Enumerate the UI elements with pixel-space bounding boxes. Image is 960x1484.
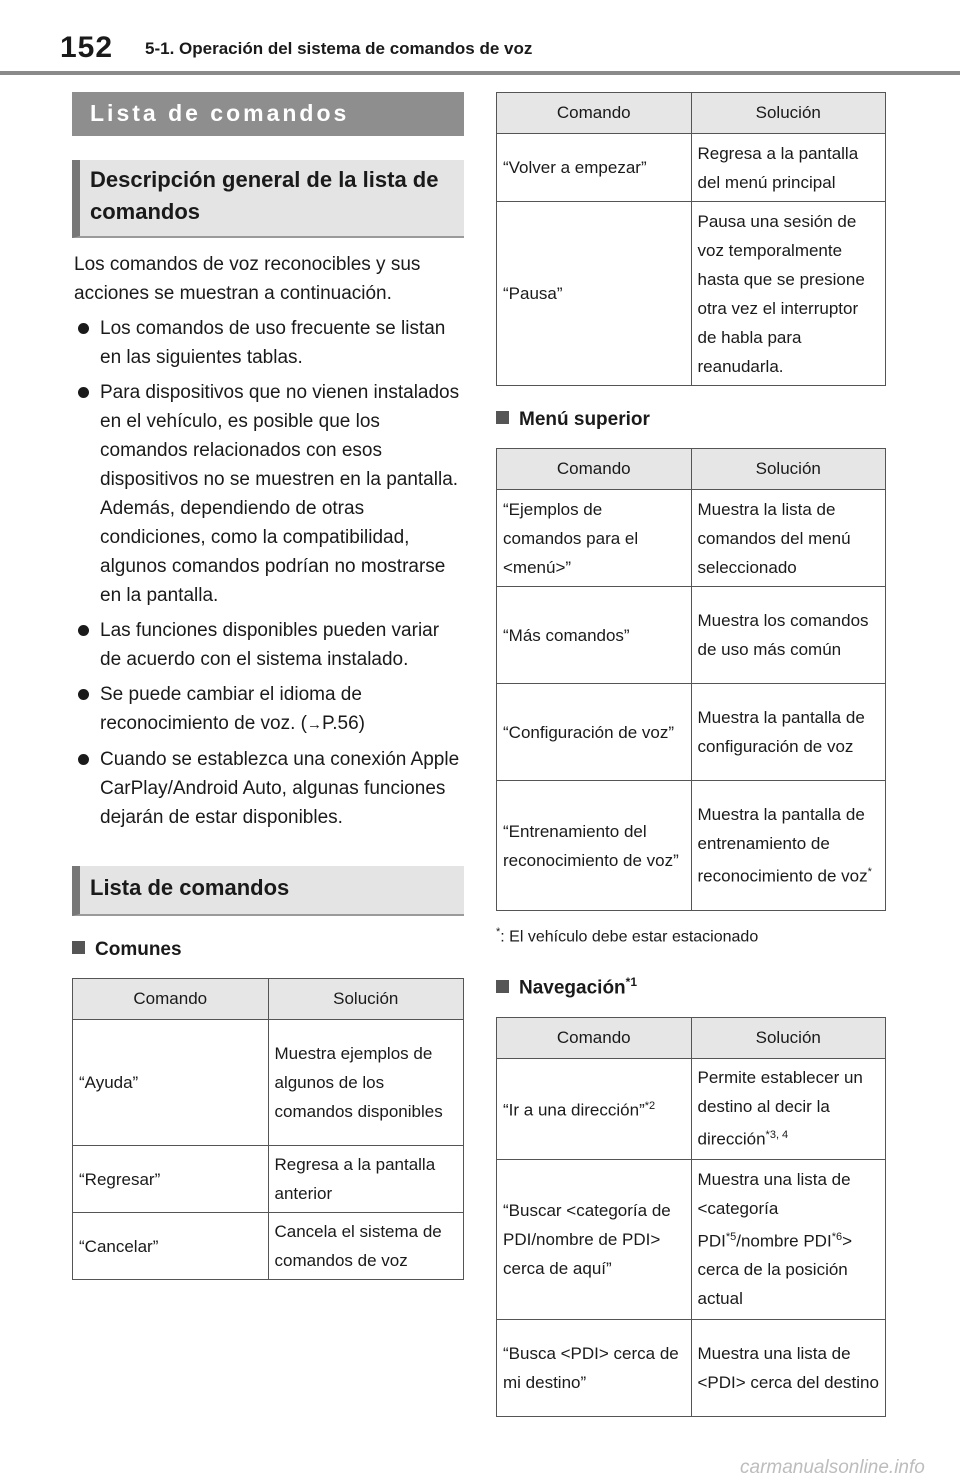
bullet-list — [72, 314, 464, 832]
table-row — [497, 587, 886, 684]
footnote-mark: *1 — [625, 975, 637, 990]
left-column — [72, 92, 464, 1280]
bullet-item: Cuando se establezca una conexión Apple CarPlay/Android Auto, algunas funciones dejarán de estar disponibles. — [72, 745, 464, 832]
bullet-item: Las funciones disponibles pueden variar de acuerdo con el sistema instalado. — [72, 616, 464, 674]
solution-cell: Muestra la pantalla de configuración de voz — [691, 684, 886, 781]
header-divider — [0, 71, 960, 75]
column-header-command: Comando — [497, 93, 692, 134]
column-header-solution: Solución — [268, 979, 464, 1020]
bullet-dot-icon — [78, 754, 89, 765]
solution-cell: Muestra la lista de comandos del menú seleccionado — [691, 490, 886, 587]
section-title: Lista de comandos — [72, 92, 464, 136]
solution-cell: Muestra una lista de <categoría PDI$^{*5}$/nombre $PDI^{*6}>$ cerca de la posición actual — [691, 1159, 886, 1319]
right-column — [496, 92, 886, 1417]
footnote-mark: * — [496, 926, 501, 938]
square-bullet-icon — [496, 411, 509, 424]
column-header-command: Comando — [497, 1017, 692, 1058]
command-cell: “Busca <PDI> cerca de mi destino” — [497, 1319, 692, 1416]
table-row — [497, 202, 886, 386]
solution-cell: Regresa a la pantalla del menú principal — [691, 134, 886, 202]
table-row — [497, 781, 886, 911]
bullet-dot-icon — [78, 323, 89, 334]
overview-heading: Descripción general de la lista de comandos — [72, 160, 464, 238]
table-row — [497, 490, 886, 587]
footnote-mark: *5 — [725, 1230, 737, 1243]
table-header-row — [497, 93, 886, 134]
command-cell: “Buscar <categoría de PDI/nombre de PDI> cerca de aquí” — [497, 1159, 692, 1319]
command-cell: “Ir a una dirección”$^{*2}$ — [497, 1058, 692, 1159]
solution-cell: Cancela el sistema de comandos de voz — [268, 1213, 464, 1280]
command-cell: “Más comandos” — [497, 587, 692, 684]
table-row — [73, 1020, 464, 1146]
footnote-mark: *2 — [644, 1100, 656, 1113]
menu-table — [496, 448, 886, 911]
table-row — [497, 134, 886, 202]
footnote-mark: * — [867, 866, 872, 879]
page-header — [0, 0, 960, 75]
command-cell: “Configuración de voz” — [497, 684, 692, 781]
column-header-solution: Solución — [691, 93, 886, 134]
column-header-solution: Solución — [691, 449, 886, 490]
navigation-table — [496, 1017, 886, 1417]
list-heading: Lista de comandos — [72, 866, 464, 916]
column-header-command: Comando — [73, 979, 269, 1020]
menu-heading: Menú superior — [496, 406, 886, 434]
command-cell: “Ejemplos de comandos para el <menú>” — [497, 490, 692, 587]
command-cell: “Ayuda” — [73, 1020, 269, 1146]
footnote: *: El vehículo debe estar estacionado — [496, 926, 759, 946]
square-bullet-icon — [496, 980, 509, 993]
arrow-right-icon: → — [307, 716, 322, 733]
table-header-row — [497, 449, 886, 490]
solution-cell: Pausa una sesión de voz temporalmente hasta que se presione otra vez el interruptor de habla para reanudarla. — [691, 202, 886, 386]
command-cell: “Volver a empezar” — [497, 134, 692, 202]
footnote-mark: *3, 4 — [765, 1129, 789, 1142]
column-header-solution: Solución — [691, 1017, 886, 1058]
bullet-dot-icon — [78, 625, 89, 636]
command-cell: “Entrenamiento del reconocimiento de voz” — [497, 781, 692, 911]
footnote-mark: *6 — [831, 1230, 843, 1243]
intro-paragraph: Los comandos de voz reconocibles y sus acciones se muestran a continuación. — [74, 254, 421, 304]
command-cell: “Regresar” — [73, 1146, 269, 1213]
comunes-heading: Comunes — [72, 936, 464, 964]
page-number: 152 — [60, 31, 114, 64]
column-header-command: Comando — [497, 449, 692, 490]
bullet-item: Se puede cambiar el idioma de reconocimiento de voz. (→P.56) — [72, 680, 464, 739]
solution-cell: Muestra ejemplos de algunos de los comandos disponibles — [268, 1020, 464, 1146]
command-cell: “Pausa” — [497, 202, 692, 386]
table-row — [73, 1146, 464, 1213]
table-row — [497, 684, 886, 781]
comunes-table — [72, 978, 464, 1280]
table-row — [497, 1319, 886, 1416]
bullet-item: Para dispositivos que no vienen instalados en el vehículo, es posible que los comandos relacionados con esos dispositivos no se muestren en la pantalla. Además, dependiendo de otras condiciones, como la compatibilidad, algunos comandos podrían no mostrarse en la pantalla. — [72, 378, 464, 610]
bullet-item: Los comandos de uso frecuente se listan en las siguientes tablas. — [72, 314, 464, 372]
solution-cell: Muestra los comandos de uso más común — [691, 587, 886, 684]
solution-cell: Muestra una lista de <PDI> cerca del destino — [691, 1319, 886, 1416]
command-cell: “Cancelar” — [73, 1213, 269, 1280]
watermark: carmanualsonline.info — [740, 1457, 925, 1478]
solution-cell: Muestra la pantalla de entrenamiento de reconocimiento de voz* — [691, 781, 886, 911]
solution-cell: Permite establecer un destino al decir la dirección$^{*3, 4}$ — [691, 1058, 886, 1159]
bullet-dot-icon — [78, 387, 89, 398]
table-row — [497, 1058, 886, 1159]
chapter-title: 5-1. Operación del sistema de comandos de voz — [145, 39, 533, 58]
table-header-row — [73, 979, 464, 1020]
page-reference[interactable]: P.56) — [322, 713, 365, 734]
navigation-heading: Navegación$^{*1}$ — [496, 968, 886, 1002]
table-header-row — [497, 1017, 886, 1058]
comunes-table-continued — [496, 92, 886, 386]
table-row — [497, 1159, 886, 1319]
square-bullet-icon — [72, 941, 85, 954]
table-row — [73, 1213, 464, 1280]
bullet-dot-icon — [78, 689, 89, 700]
solution-cell: Regresa a la pantalla anterior — [268, 1146, 464, 1213]
